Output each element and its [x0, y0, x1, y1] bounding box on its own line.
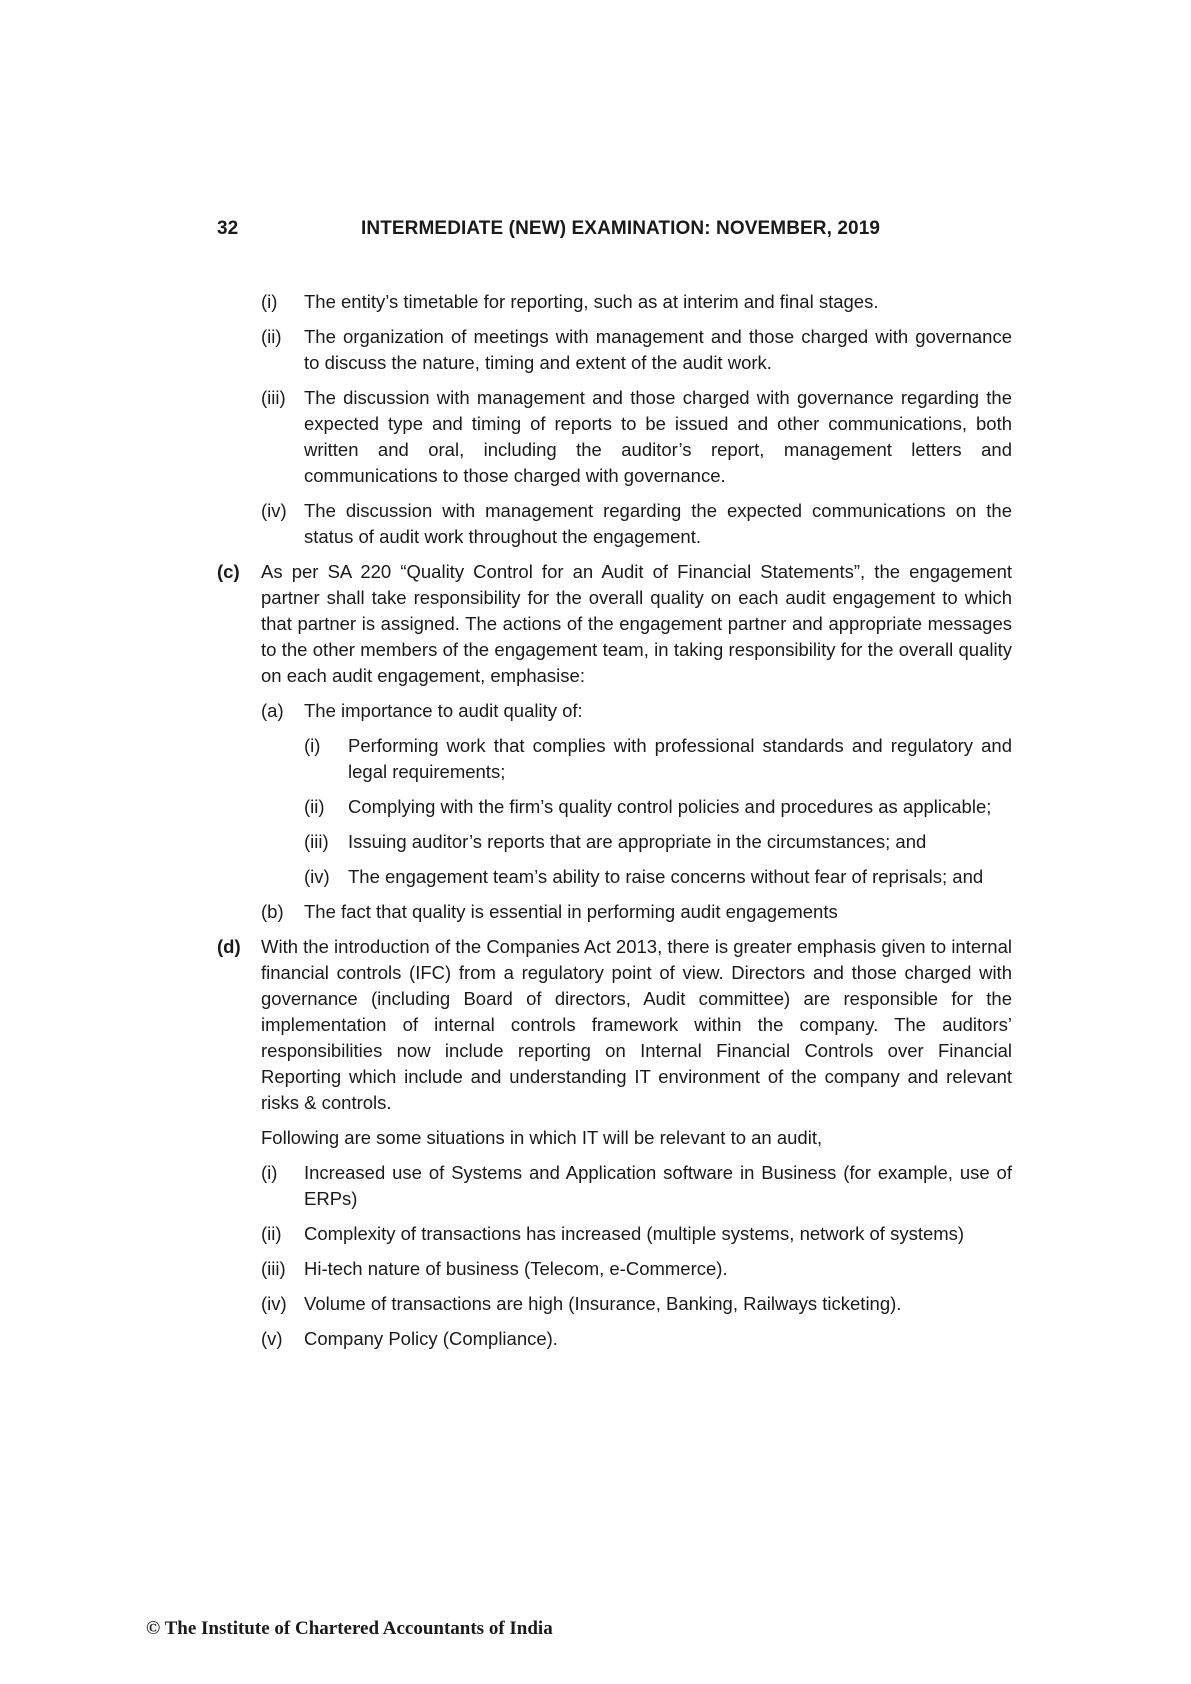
- section-d-intro: Following are some situations in which IT will be relevant to an audit,: [261, 1127, 823, 1148]
- page-header: [217, 218, 1007, 248]
- sub-list-item: [217, 794, 1012, 820]
- item-label: (v): [261, 1328, 283, 1349]
- list-item: [217, 498, 1012, 550]
- item-text: Hi-tech nature of business (Telecom, e-Commerce).: [304, 1258, 728, 1279]
- item-text: The entity’s timetable for reporting, such as at interim and final stages.: [304, 291, 879, 312]
- section-label: (d): [217, 936, 241, 957]
- list-item: [217, 1326, 1012, 1352]
- item-text: The discussion with management regarding the expected communications on the status of audit work throughout the engagement.: [304, 500, 1012, 547]
- page-footer: © The Institute of Chartered Accountants of India: [146, 1618, 553, 1639]
- sub-list-item: [217, 829, 1012, 855]
- item-text: Company Policy (Compliance).: [304, 1328, 558, 1349]
- page-title: INTERMEDIATE (NEW) EXAMINATION: NOVEMBER, 2019: [361, 218, 881, 239]
- item-text: Issuing auditor’s reports that are appropriate in the circumstances; and: [348, 831, 927, 852]
- item-label: (b): [261, 901, 284, 922]
- item-label: (iii): [261, 1258, 286, 1279]
- list-item: [217, 1160, 1012, 1212]
- section-c: [217, 559, 1012, 689]
- item-text: The importance to audit quality of:: [304, 700, 583, 721]
- sub-list-item: [217, 864, 1012, 890]
- list-item: [217, 1256, 1012, 1282]
- section-text: As per SA 220 “Quality Control for an Audit of Financial Statements”, the engagement partner shall take responsibility for the overall quality on each audit engagement to which that partner is assigned. The actions of the engagement partner and appropriate messages to the other members of the engagement team, in taking responsibility for the overall quality on each audit engagement, emphasise:: [261, 561, 1012, 686]
- list-item: [217, 324, 1012, 376]
- section-label: (c): [217, 561, 240, 582]
- item-text: The discussion with management and those charged with governance regarding the expected type and timing of reports to be issued and other communications, both written and oral, including the auditor’s report, management letters and communications to those charged with governance.: [304, 387, 1012, 486]
- item-label: (iv): [304, 866, 330, 887]
- item-text: The engagement team’s ability to raise concerns without fear of reprisals; and: [348, 866, 984, 887]
- item-text: The fact that quality is essential in performing audit engagements: [304, 901, 838, 922]
- item-label: (i): [304, 735, 321, 756]
- list-item: [217, 385, 1012, 489]
- list-item: [217, 698, 1012, 724]
- page-content: [217, 289, 1012, 1361]
- item-text: Volume of transactions are high (Insurance, Banking, Railways ticketing).: [304, 1293, 902, 1314]
- page-number: 32: [217, 218, 239, 239]
- item-label: (iv): [261, 1293, 287, 1314]
- list-item: [217, 899, 1012, 925]
- item-label: (a): [261, 700, 284, 721]
- item-label: (iii): [261, 387, 286, 408]
- item-text: Increased use of Systems and Application software in Business (for example, use of ERPs): [304, 1162, 1012, 1209]
- item-text: Performing work that complies with professional standards and regulatory and legal requirements;: [348, 735, 1012, 782]
- list-item: [217, 1221, 1012, 1247]
- item-label: (iv): [261, 500, 287, 521]
- item-label: (ii): [261, 1223, 282, 1244]
- item-text: Complexity of transactions has increased (multiple systems, network of systems): [304, 1223, 965, 1244]
- section-d: [217, 934, 1012, 1116]
- item-text: Complying with the firm’s quality control policies and procedures as applicable;: [348, 796, 992, 817]
- item-label: (i): [261, 291, 278, 312]
- section-text: With the introduction of the Companies Act 2013, there is greater emphasis given to internal financial controls (IFC) from a regulatory point of view. Directors and those charged with governance (including Board of directors, Audit committee) are responsible for the implementation of internal controls framework within the company. The auditors’ responsibilities now include reporting on Internal Financial Controls over Financial Reporting which include and understanding IT environment of the company and relevant risks & controls.: [261, 936, 1012, 1113]
- sub-list-item: [217, 733, 1012, 785]
- item-label: (ii): [261, 326, 282, 347]
- item-text: The organization of meetings with management and those charged with governance to discuss the nature, timing and extent of the audit work.: [304, 326, 1012, 373]
- item-label: (i): [261, 1162, 278, 1183]
- item-label: (ii): [304, 796, 325, 817]
- list-item: [217, 1291, 1012, 1317]
- item-label: (iii): [304, 831, 329, 852]
- list-item: [217, 289, 1012, 315]
